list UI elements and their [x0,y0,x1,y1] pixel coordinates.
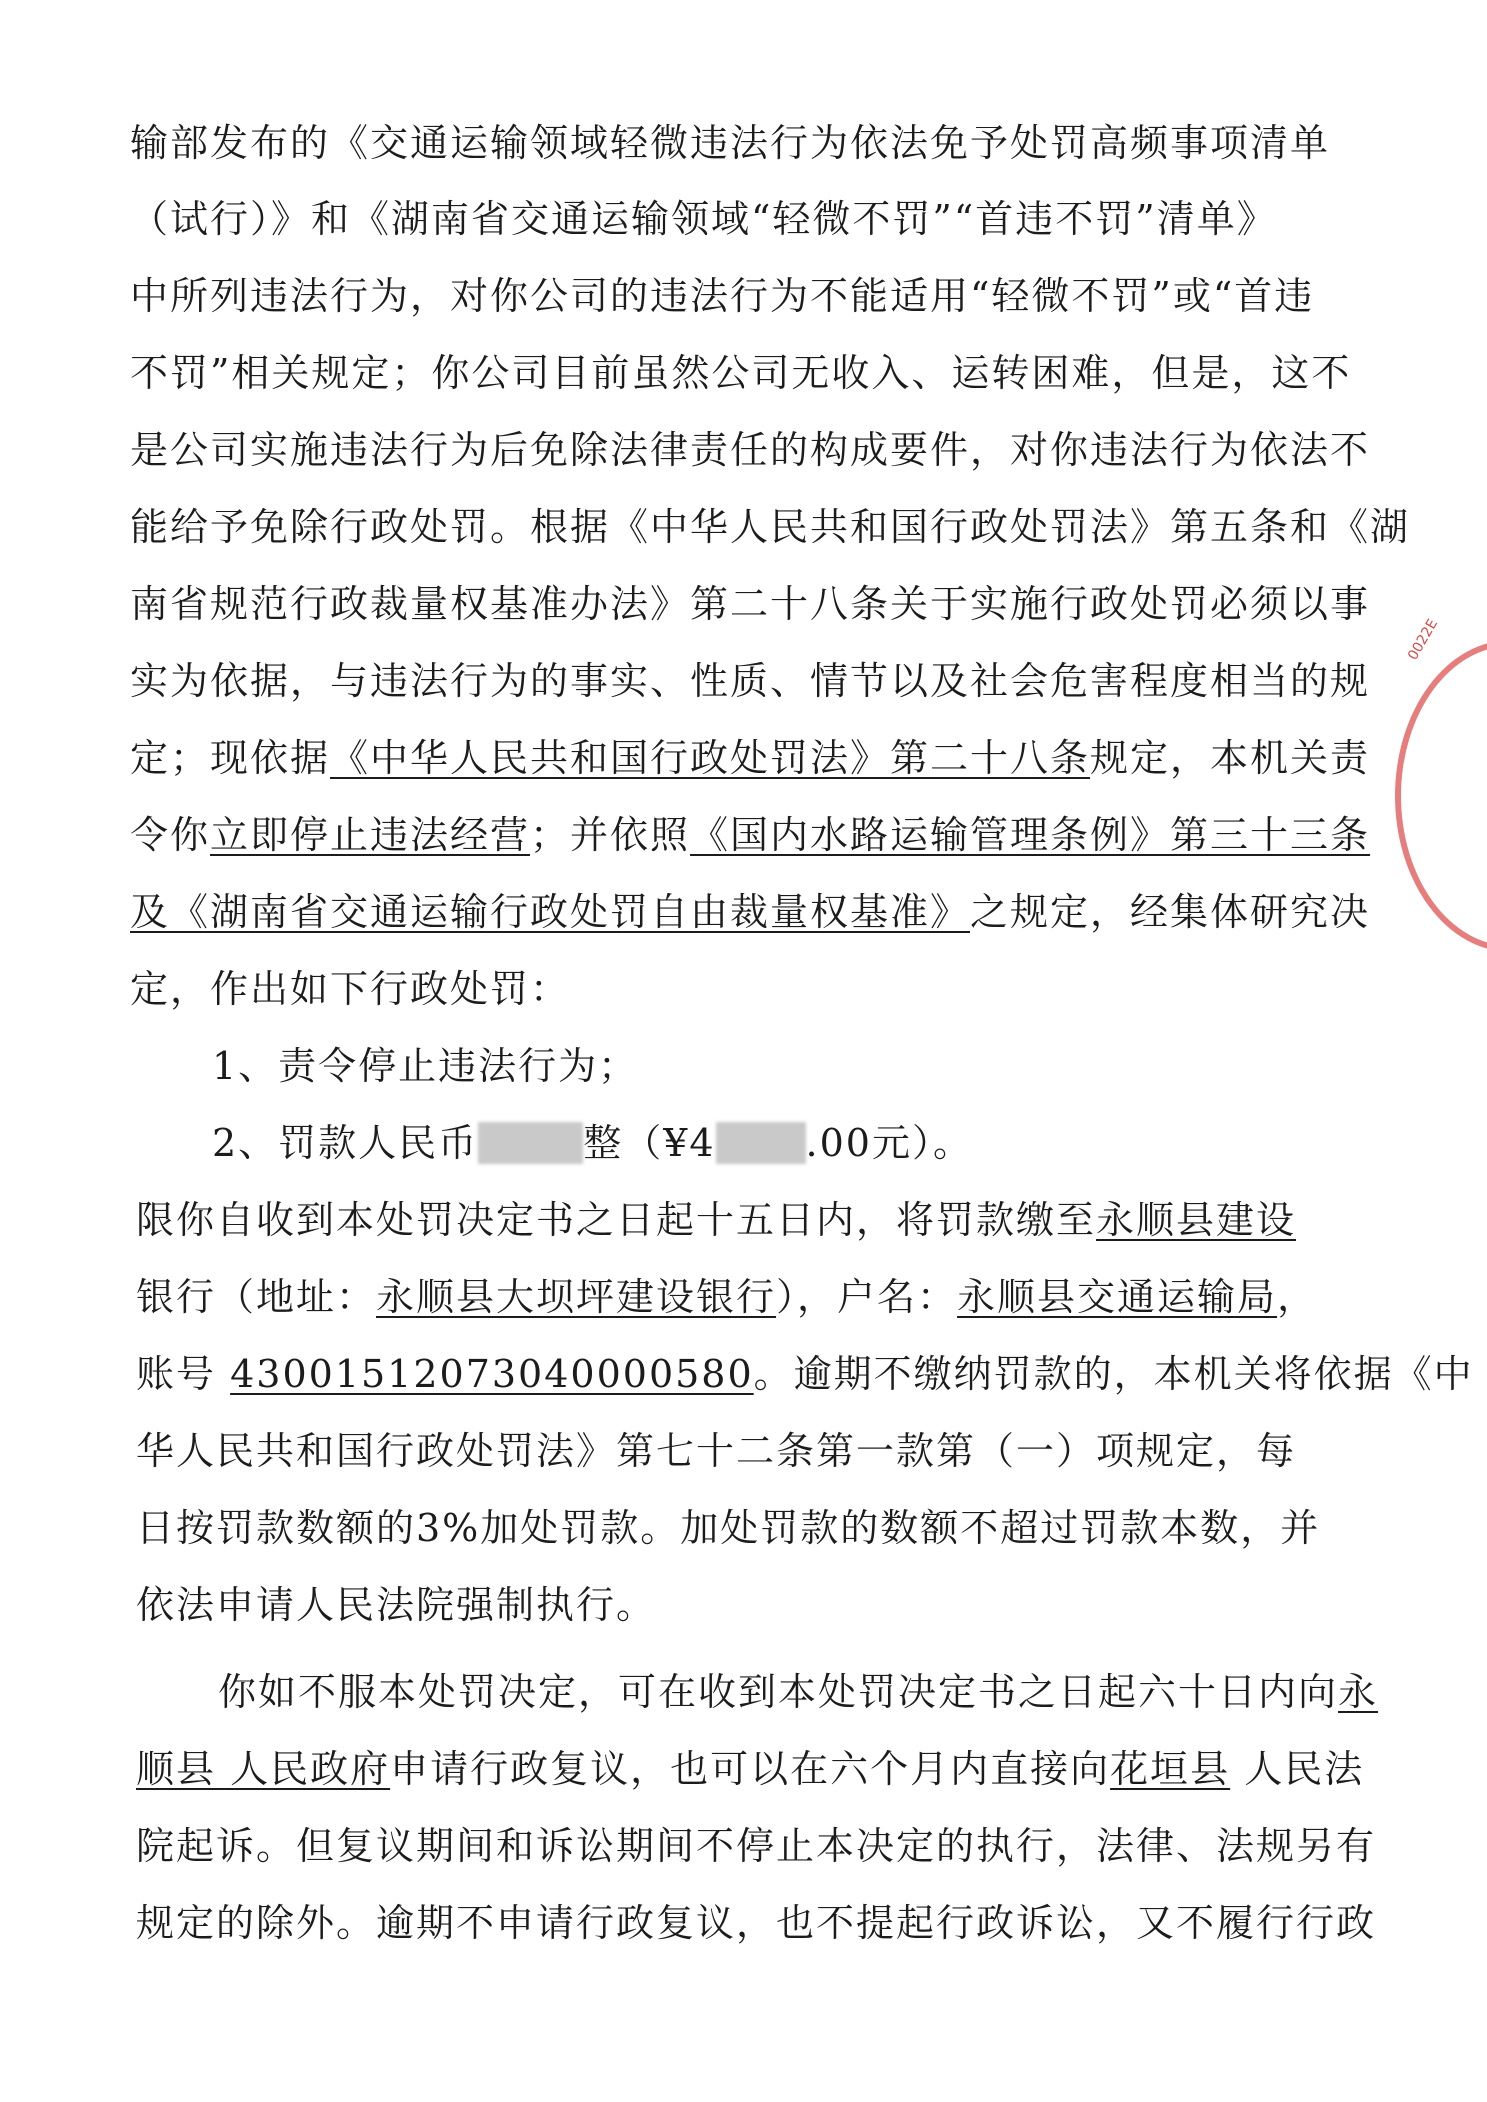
text-line-17 [136,1349,1474,1399]
text-segment: ， [1277,1275,1318,1319]
seal-serial: 0022E [1405,616,1442,663]
underlined-account-number: 43001512073040000580 [230,1352,754,1396]
underlined-bank-address: 永顺县大坝坪建设银行 [376,1275,777,1319]
text-line-4: 不罚”相关规定；你公司目前虽然公司无收入、运转困难，但是，这不 [130,351,1352,395]
text-line-21 [218,1667,1378,1717]
text-line-9 [130,733,1370,783]
text-segment: 限你自收到本处罚决定书之日起十五日内，将罚款缴至 [136,1198,1097,1242]
text-segment: 2、罚款人民币 [212,1121,479,1165]
text-line-20: 依法申请人民法院强制执行。 [136,1583,657,1627]
text-line-8: 实为依据，与违法行为的事实、性质、情节以及社会危害程度相当的规 [130,659,1371,703]
text-segment: .00元）。 [805,1121,973,1165]
underlined-reconsideration-organ: 永 [1338,1670,1379,1714]
text-segment: 规定，本机关责 [1090,736,1371,780]
underlined-law-reference: 《中华人民共和国行政处罚法》第二十八条 [330,736,1091,780]
text-segment: 定；现依据 [130,736,331,780]
text-line-24: 规定的除外。逾期不申请行政复议，也不提起行政诉讼，又不履行行政 [136,1901,1377,1945]
underlined-account-name: 永顺县交通运输局 [957,1275,1278,1319]
text-line-11 [130,887,1370,937]
penalty-item-1: 1、责令停止违法行为； [212,1044,639,1088]
underlined-order: 立即停止违法经营 [210,813,531,857]
text-segment: 令你 [130,813,211,857]
text-line-2: （试行）》和《湖南省交通运输领域“轻微不罚”“首违不罚”清单》 [130,197,1277,241]
text-segment: 之规定，经集体研究决 [970,890,1371,934]
text-line-22 [136,1744,1364,1794]
text-line-5: 是公司实施违法行为后免除法律责任的构成要件，对你违法行为依法不 [130,428,1371,472]
text-segment: 人民法 [1230,1747,1365,1791]
underlined-bank: 永顺县建设 [1096,1198,1297,1242]
text-segment: 申请行政复议，也可以在六个月内直接向 [390,1747,1111,1791]
text-segment: 银行（地址： [136,1275,377,1319]
text-line-15 [136,1195,1296,1245]
text-segment: ；并依照 [530,813,691,857]
text-line-19: 日按罚款数额的3%加处罚款。加处罚款的数额不超过罚款本数，并 [136,1506,1321,1550]
text-segment: 账号 [136,1352,217,1396]
penalty-item-2 [212,1118,973,1168]
text-line-3: 中所列违法行为，对你公司的违法行为不能适用“轻微不罚”或“首违 [130,274,1315,318]
underlined-standard-reference: 及《湖南省交通运输行政处罚自由裁量权基准》 [130,890,971,934]
text-line-6: 能给予免除行政处罚。根据《中华人民共和国行政处罚法》第五条和《湖 [130,505,1411,549]
redacted-amount [478,1122,583,1164]
underlined-court-county: 花垣县 [1110,1747,1231,1791]
text-line-16 [136,1272,1317,1322]
text-segment: 你如不服本处罚决定，可在收到本处罚决定书之日起六十日内向 [218,1670,1339,1714]
underlined-reconsideration-organ: 顺县 人民政府 [136,1747,391,1791]
official-seal-stamp [1395,640,1487,952]
text-segment: ），户名： [776,1275,958,1319]
text-line-12: 定，作出如下行政处罚： [130,967,571,1011]
underlined-regulation-reference: 《国内水路运输管理条例》第三十三条 [690,813,1371,857]
text-line-7: 南省规范行政裁量权基准办法》第二十八条关于实施行政处罚必须以事 [130,582,1371,626]
text-line-23: 院起诉。但复议期间和诉讼期间不停止本决定的执行，法律、法规另有 [136,1824,1377,1868]
text-segment: 整（¥4 [583,1121,716,1165]
redacted-amount [716,1122,806,1164]
text-line-1: 输部发布的《交通运输领域轻微违法行为依法免予处罚高频事项清单 [130,121,1331,165]
text-line-10 [130,810,1370,860]
text-line-18: 华人民共和国行政处罚法》第七十二条第一款第（一）项规定，每 [136,1429,1297,1473]
text-segment: 。逾期不缴纳罚款的，本机关将依据《中 [753,1352,1474,1396]
